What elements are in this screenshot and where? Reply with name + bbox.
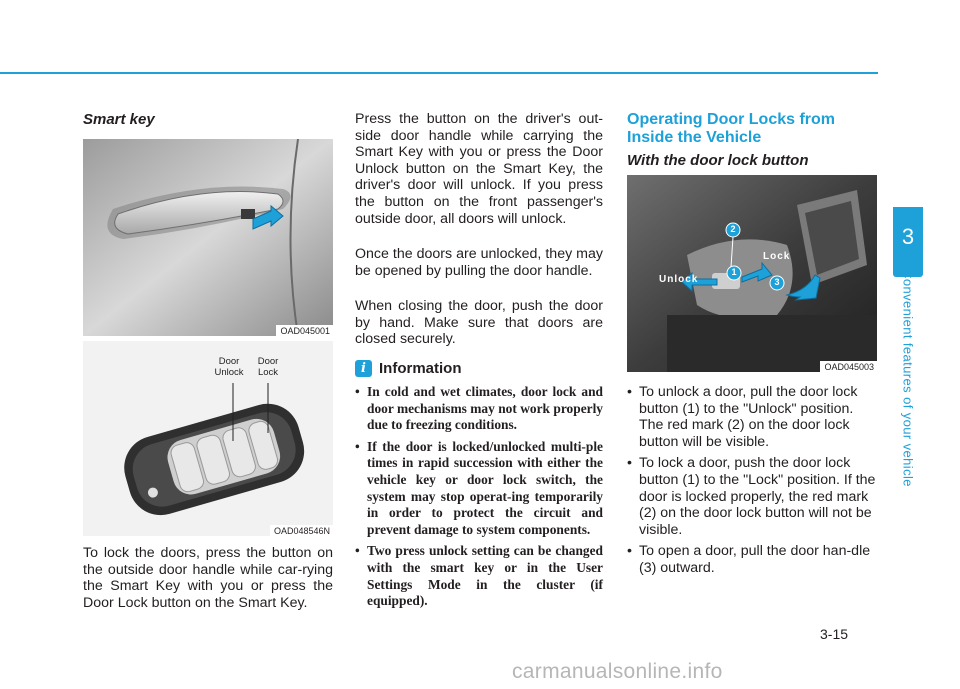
- door-lock-label: Door Lock: [257, 356, 279, 378]
- door-lock-instructions: [627, 384, 877, 582]
- photo-code: OAD045001: [276, 325, 333, 336]
- list-item: • To lock a door, push the door lock button (1) to the "Lock" position. If the door is locked properly, the red mark (2) on the door lock button will not be visible.: [627, 455, 877, 538]
- unlock-label: Unlock: [659, 274, 699, 285]
- list-item: • In cold and wet climates, door lock and door mechanisms may not work properly due to freezing conditions.: [355, 384, 603, 434]
- list-item: • If the door is locked/unlocked multi-ple times in rapid succession with either the vehicle key or door lock switch, the system may stop operat-ing temporarily in order to protect the circuit and prevent damage to system components.: [355, 439, 603, 539]
- list-item: • To unlock a door, pull the door lock button (1) to the "Unlock" position. The red mark (2) on the door lock button will be visible.: [627, 384, 877, 450]
- chapter-title: Convenient features of your vehicle: [900, 269, 916, 487]
- information-title: Information: [379, 360, 462, 377]
- door-lock-button-photo: [627, 175, 877, 372]
- info-icon: i: [355, 360, 372, 377]
- smart-key-photo: [83, 341, 333, 536]
- photo-code: OAD045003: [820, 361, 877, 372]
- callout-2: 2: [730, 224, 736, 234]
- unlock-paragraph: Press the button on the driver's out-side door handle while carrying the Smart Key with you or press the Door Unlock button on the Smart Key, the driver's door will unlock. If you press the button on the front passenger's outside door, all doors will unlock.: [355, 111, 603, 227]
- chapter-number: 3: [901, 224, 915, 249]
- top-rule: [0, 72, 878, 74]
- door-lock-button-subheading: With the door lock button: [627, 152, 809, 169]
- callout-1: 1: [731, 267, 737, 277]
- list-item: • Two press unlock setting can be changed with the smart key or in the User Settings Mode in the cluster (if equipped).: [355, 543, 603, 609]
- watermark: carmanualsonline.info: [512, 660, 723, 683]
- list-item: • To open a door, pull the door han-dle (3) outward.: [627, 543, 877, 576]
- open-paragraph: Once the doors are unlocked, they may be opened by pulling the door handle.: [355, 246, 603, 279]
- closing-paragraph: When closing the door, push the door by hand. Make sure that doors are closed securely.: [355, 298, 603, 348]
- smart-key-heading: Smart key: [83, 111, 155, 128]
- information-header: [355, 360, 462, 377]
- door-handle-photo: [83, 139, 333, 336]
- information-list: [355, 384, 603, 615]
- smart-key-paragraph: To lock the doors, press the button on the outside door handle while car-rying the Smart Key with you or press the Door Lock button on the Smart Key.: [83, 545, 333, 611]
- photo-code: OAD048546N: [270, 525, 333, 536]
- lock-label: Lock: [763, 251, 791, 262]
- door-unlock-label: Door Unlock: [214, 356, 244, 378]
- section-heading: Operating Door Locks from Inside the Vehicle: [627, 111, 836, 146]
- callout-3: 3: [774, 277, 780, 287]
- page-number: 3-15: [820, 626, 849, 642]
